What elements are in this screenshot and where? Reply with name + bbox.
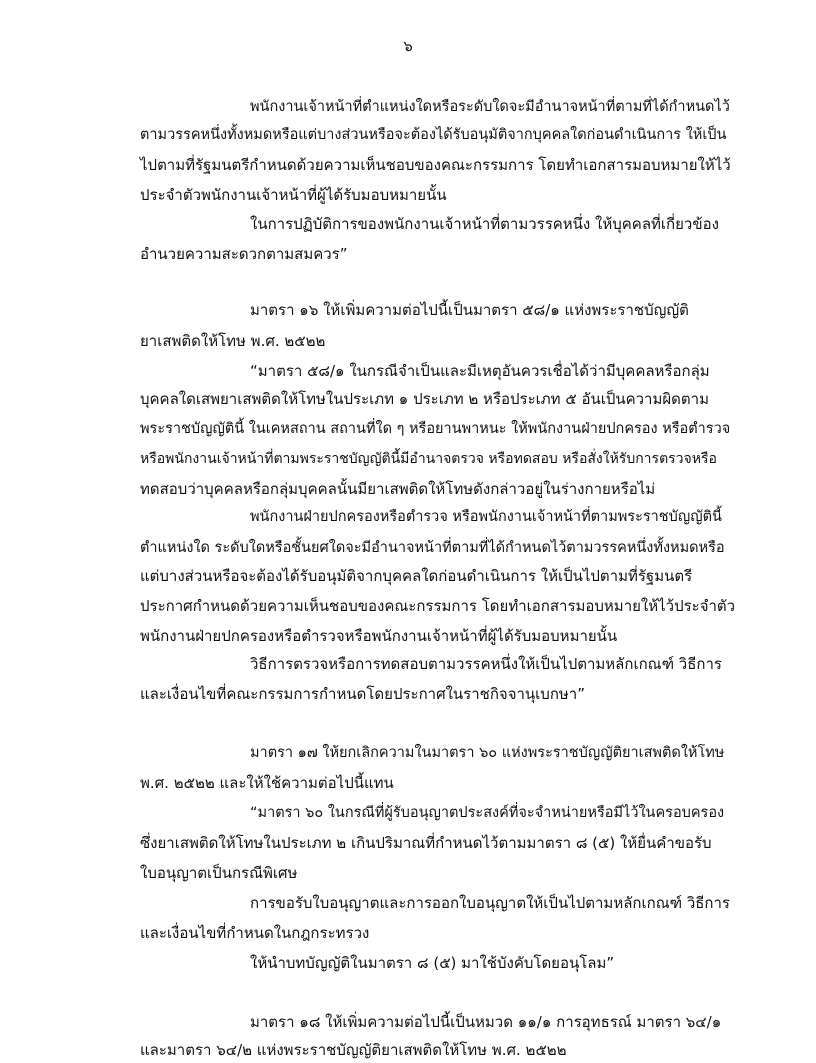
text-line: การขอรับใบอนุญาตและการออกใบอนุญาตให้เป็นไปตามหลักเกณฑ์ วิธีการ (250, 894, 730, 912)
text-line: พนักงานฝ่ายปกครองหรือตำรวจหรือพนักงานเจ้าหน้าที่ผู้ได้รับมอบหมายนั้น (140, 627, 618, 645)
page-number: ๖ (403, 37, 413, 55)
text-line: พ.ศ. ๒๕๒๒ และให้ใช้ความต่อไปนี้แทน (140, 774, 394, 792)
text-line: พนักงานเจ้าหน้าที่ตำแหน่งใดหรือระดับใดจะมีอำนาจหน้าที่ตามที่ได้กำหนดไว้ (250, 99, 730, 115)
text-line: พนักงานฝ่ายปกครองหรือตำรวจ หรือพนักงานเจ้าหน้าที่ตามพระราชบัญญัตินี้ (250, 509, 722, 525)
text-line: ไปตามที่รัฐมนตรีกำหนดด้วยความเห็นชอบของคณะกรรมการ โดยทำเอกสารมอบหมายให้ไว้ (140, 156, 731, 174)
text-line: บุคคลใดเสพยาเสพติดให้โทษในประเภท ๑ ประเภท ๒ หรือประเภท ๕ อันเป็นความผิดตาม (140, 390, 709, 408)
text-line: อำนวยความสะดวกตามสมควร” (140, 245, 348, 263)
text-line: ซึ่งยาเสพติดให้โทษในประเภท ๒ เกินปริมาณที่กำหนดไว้ตามมาตรา ๘ (๕) ให้ยื่นคำขอรับ (140, 834, 712, 852)
text-line: ยาเสพติดให้โทษ พ.ศ. ๒๕๒๒ (140, 332, 326, 350)
text-line: ตำแหน่งใด ระดับใดหรือชั้นยศใดจะมีอำนาจหน้าที่ตามที่ได้กำหนดไว้ตามวรรคหนึ่งทั้งหมดหรือ (140, 540, 725, 556)
text-line: และเงื่อนไขที่คณะกรรมการกำหนดโดยประกาศในราชกิจจานุเบกษา” (140, 685, 585, 703)
text-line: ในการปฏิบัติการของพนักงานเจ้าหน้าที่ตามวรรคหนึ่ง ให้บุคคลที่เกี่ยวข้อง (250, 215, 719, 233)
text-line: ประจำตัวพนักงานเจ้าหน้าที่ผู้ได้รับมอบหมายนั้น (140, 186, 447, 204)
text-line: ประกาศกำหนดด้วยความเห็นชอบของคณะกรรมการ โดยทำเอกสารมอบหมายให้ไว้ประจำตัว (140, 597, 736, 615)
text-line: หรือพนักงานเจ้าหน้าที่ตามพระราชบัญญัตินี้มีอำนาจตรวจ หรือทดสอบ หรือสั่งให้รับการตรวจหรือ (140, 451, 717, 467)
text-line: พระราชบัญญัตินี้ ในเคหสถาน สถานที่ใด ๆ หรือยานพาหนะ ให้พนักงานฝ่ายปกครอง หรือตำรวจ (140, 421, 731, 437)
text-line: และเงื่อนไขที่กำหนดในกฎกระทรวง (140, 924, 370, 942)
text-line: มาตรา ๑๗ ให้ยกเลิกความในมาตรา ๖๐ แห่งพระราชบัญญัติยาเสพติดให้โทษ (250, 745, 725, 761)
text-line: ใบอนุญาตเป็นกรณีพิเศษ (140, 864, 298, 882)
text-line: มาตรา ๑๖ ให้เพิ่มความต่อไปนี้เป็นมาตรา ๕๘/๑ แห่งพระราชบัญญัติ (250, 301, 689, 319)
text-line: “มาตรา ๖๐ ในกรณีที่ผู้รับอนุญาตประสงค์ที่จะจำหน่ายหรือมีไว้ในครอบครอง (250, 805, 725, 821)
text-line: และมาตรา ๖๔/๒ แห่งพระราชบัญญัติยาเสพติดให้โทษ พ.ศ. ๒๕๒๒ (140, 1041, 567, 1059)
text-line: ให้นำบทบัญญัติในมาตรา ๘ (๕) มาใช้บังคับโดยอนุโลม” (250, 954, 615, 972)
text-line: แต่บางส่วนหรือจะต้องได้รับอนุมัติจากบุคคลใดก่อนดำเนินการ ให้เป็นไปตามที่รัฐมนตรี (140, 567, 693, 585)
text-line: วิธีการตรวจหรือการทดสอบตามวรรคหนึ่งให้เป็นไปตามหลักเกณฑ์ วิธีการ (250, 655, 722, 673)
text-line: มาตรา ๑๘ ให้เพิ่มความต่อไปนี้เป็นหมวด ๑๑/๑ การอุทธรณ์ มาตรา ๖๔/๑ (250, 1013, 722, 1031)
text-line: “มาตรา ๕๘/๑ ในกรณีจำเป็นและมีเหตุอันควรเชื่อได้ว่ามีบุคคลหรือกลุ่ม (250, 362, 710, 380)
text-line: ทดสอบว่าบุคคลหรือกลุ่มบุคคลนั้นมียาเสพติดให้โทษดังกล่าวอยู่ในร่างกายหรือไม่ (140, 480, 656, 498)
text-line: ตามวรรคหนึ่งทั้งหมดหรือแต่บางส่วนหรือจะต้องได้รับอนุมัติจากบุคคลใดก่อนดำเนินการ ให้เป็น (140, 127, 727, 143)
